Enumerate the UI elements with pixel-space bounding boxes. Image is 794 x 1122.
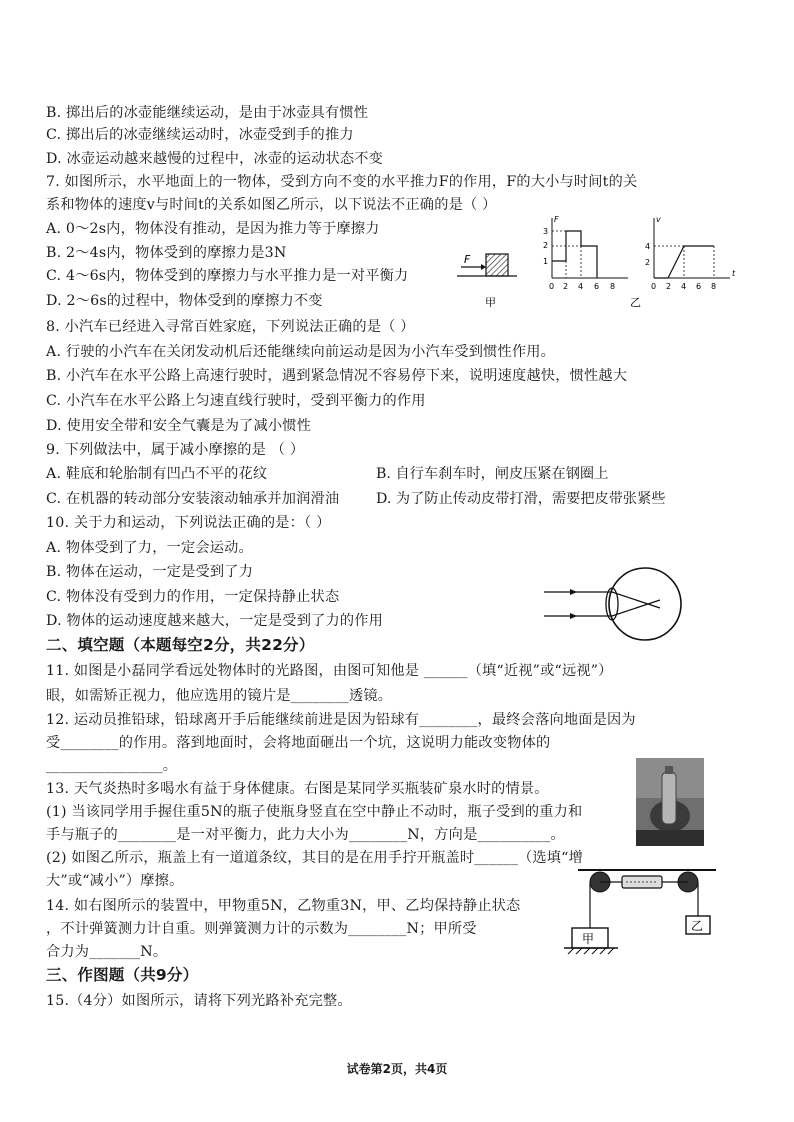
v-xtick-2: 2: [666, 282, 672, 291]
q10-option-d: D. 物体的运动速度越来越大，一定是受到了力的作用: [46, 613, 384, 629]
q13-part2-line1: (2) 如图乙所示，瓶盖上有一道道条纹，其目的是在用手拧开瓶盖时______（选填“增: [46, 850, 584, 866]
q7-option-a: A. 0～2s内，物体没有推动，是因为推力等于摩擦力: [46, 221, 380, 237]
q13-stem: 13. 天气炎热时多喝水有益于身体健康。右图是某同学买瓶装矿泉水时的情景。: [46, 781, 549, 797]
q14-line2: ，不计弹簧测力计自重。则弹簧测力计的示数为________N；甲所受: [46, 921, 477, 937]
light-rays: [544, 592, 660, 616]
q6-option-d: D. 冰壶运动越来越慢的过程中，冰壶的运动状态不变: [46, 151, 384, 167]
q15-stem: 15.（4分）如图所示，请将下列光路补充完整。: [46, 993, 352, 1009]
section3-heading: 三、作图题（共9分）: [46, 966, 199, 984]
q9-option-b: B. 自行车刹车时，闸皮压紧在钢圈上: [376, 466, 609, 482]
q8-option-d: D. 使用安全带和安全气囊是为了减小惯性: [46, 418, 312, 434]
eyeball: [609, 568, 681, 640]
ray-arrow-top: [570, 589, 577, 595]
q14-apparatus: [560, 856, 720, 960]
ray-arrow-bottom: [570, 613, 577, 619]
q9-stem: 9. 下列做法中，属于减小摩擦的是 （ ）: [46, 442, 305, 458]
block: [486, 254, 508, 276]
v-xtick-8: 8: [711, 282, 717, 291]
q9-option-a: A. 鞋底和轮胎制有凹凸不平的花纹: [46, 466, 268, 482]
q6-option-b: B. 掷出后的冰壶能继续运动，是由于冰壶具有惯性: [46, 105, 369, 121]
q7-figure-jia: [455, 243, 535, 311]
q10-option-b: B. 物体在运动，一定是受到了力: [46, 564, 254, 580]
weight-yi-label: 乙: [691, 919, 704, 933]
q12-line1: 12. 运动员推铅球，铅球离开手后能继续前进是因为铅球有________，最终会落向地面是因为: [46, 712, 636, 728]
v-axis-label: v: [656, 215, 661, 224]
q10-stem: 10. 关于力和运动，下列说法正确的是：（ ）: [46, 515, 331, 531]
q8-option-a: A. 行驶的小汽车在关闭发动机后还能继续向前运动是因为小汽车受到惯性作用。: [46, 344, 556, 360]
q7-option-d: D. 2～6s的过程中，物体受到的摩擦力不变: [46, 293, 323, 309]
f-xtick-6: 6: [594, 282, 600, 291]
caption-jia: 甲: [485, 296, 496, 309]
section2-heading: 二、填空题（本题每空2分，共22分）: [46, 636, 315, 654]
bottle-cap: [665, 766, 673, 774]
q7-option-c: C. 4～6s内，物体受到的摩擦力与水平推力是一对平衡力: [46, 268, 409, 284]
q13-part1-line2: 手与瓶子的________是一对平衡力，此力大小为________N，方向是__________。: [46, 827, 565, 843]
q11-line1: 11. 如图是小磊同学看远处物体时的光路图，由图可知他是 ______（填“近视”或“远视”）: [46, 663, 613, 679]
q13-part1-line1: (1) 当该同学用手握住重5N的瓶子使瓶身竖直在空中静止不动时，瓶子受到的重力和: [46, 804, 583, 820]
q8-stem: 8. 小汽车已经进入寻常百姓家庭，下列说法正确的是（ ）: [46, 319, 415, 335]
q6-option-c: C. 掷出后的冰壶继续运动时，冰壶受到手的推力: [46, 127, 354, 143]
force-label: F: [464, 253, 471, 266]
f-xtick-2: 2: [563, 282, 569, 291]
q13-photo: [636, 758, 704, 846]
weight-jia-label: 甲: [582, 932, 595, 946]
page-footer: 试卷第2页，共4页: [346, 1062, 448, 1076]
f-ytick-1: 1: [543, 257, 549, 266]
q11-line2: 眼，如需矫正视力，他应选用的镜片是________透镜。: [46, 688, 393, 704]
q7-stem-line2: 系和物体的速度v与时间t的关系如图乙所示，以下说法不正确的是（ ）: [46, 197, 497, 213]
f-xtick-8: 8: [610, 282, 616, 291]
q14-line1: 14. 如右图所示的装置中，甲物重5N，乙物重3N，甲、乙均保持静止状态: [46, 898, 521, 914]
f-ytick-3: 3: [543, 227, 549, 236]
f-axis-label: F: [554, 215, 559, 224]
q7-stem-line1: 7. 如图所示，水平地面上的一物体，受到方向不变的水平推力F的作用，F的大小与时间t的关: [46, 174, 638, 190]
q7-graph-v-t: [630, 212, 742, 310]
q8-option-b: B. 小汽车在水平公路上高速行驶时，遇到紧急情况不容易停下来，说明速度越快，惯性越大: [46, 368, 628, 384]
force-arrowhead: [481, 264, 486, 270]
f-series-line: [552, 231, 597, 278]
q10-option-c: C. 物体没有受到力的作用，一定保持静止状态: [46, 589, 340, 605]
q9-option-c: C. 在机器的转动部分安装滚动轴承并加润滑油: [46, 491, 340, 507]
q12-line3: ________________。: [46, 758, 178, 774]
q12-line2: 受________的作用。落到地面时，会将地面砸出一个坑，这说明力能改变物体的: [46, 735, 551, 751]
floor-hatch: [568, 948, 614, 954]
v-dotted-guides: [654, 246, 714, 278]
q7-graph-f-t: [540, 212, 632, 294]
q9-option-d: D. 为了防止传动皮带打滑，需要把皮带张紧些: [376, 491, 666, 507]
t-axis-label: t: [732, 269, 736, 278]
v-xtick-6: 6: [696, 282, 702, 291]
caption-yi: 乙: [630, 296, 641, 309]
v-xtick-0: 0: [651, 282, 657, 291]
v-xtick-4: 4: [681, 282, 687, 291]
q8-option-c: C. 小汽车在水平公路上匀速直线行驶时，受到平衡力的作用: [46, 393, 426, 409]
q7-option-b: B. 2～4s内，物体受到的摩擦力是3N: [46, 245, 287, 261]
q10-option-a: A. 物体受到了力，一定会运动。: [46, 540, 253, 556]
v-ytick-4: 4: [645, 242, 651, 251]
f-xtick-0: 0: [549, 282, 555, 291]
bottle: [662, 772, 676, 824]
f-xtick-4: 4: [578, 282, 584, 291]
f-ytick-2: 2: [543, 241, 549, 250]
v-ytick-2: 2: [645, 258, 651, 267]
q11-eye-diagram: [540, 566, 686, 648]
q14-line3: 合力为_______N。: [46, 944, 168, 960]
q13-part2-line2: 大”或“减小”）摩擦。: [46, 873, 184, 889]
